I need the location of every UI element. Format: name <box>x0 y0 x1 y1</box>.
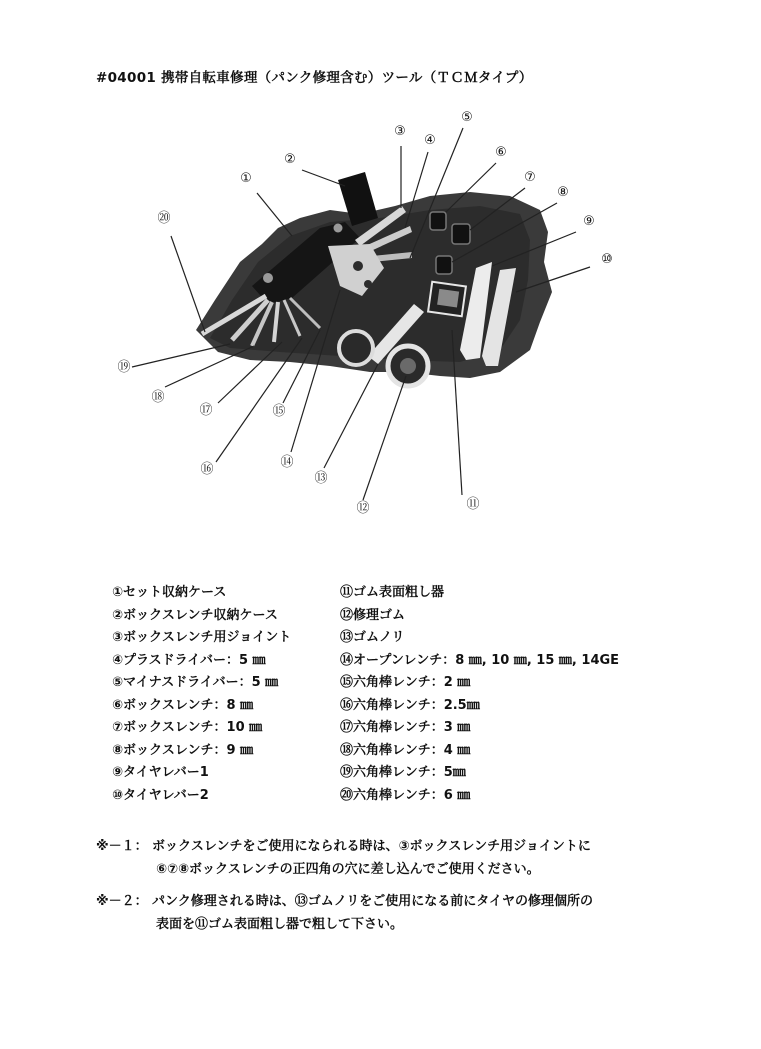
legend-item <box>340 627 619 650</box>
legend-item <box>112 717 291 740</box>
legend-text: タイヤレバー2 <box>123 787 209 803</box>
legend-text: ボックスレンチ用ジョイント <box>123 630 292 645</box>
legend-item <box>112 627 291 650</box>
legend-text: ボックスレンチ：8 ㎜ <box>123 697 254 713</box>
legend-number: ⑰ <box>340 720 354 735</box>
legend-item <box>340 762 619 785</box>
note-line: ⑥⑦⑧ボックスレンチの正四角の穴に差し込んでご使用ください。 <box>156 862 540 877</box>
callout-12: ⑫ <box>356 501 370 516</box>
note-marker: ※－１： <box>96 839 148 854</box>
legend-item <box>340 582 619 605</box>
callout-4: ④ <box>424 133 436 148</box>
callout-13: ⑬ <box>314 471 328 486</box>
legend-number: ⑨ <box>112 765 124 780</box>
legend-text: 修理ゴム <box>353 607 406 623</box>
legend-number: ⑦ <box>112 720 124 735</box>
callout-2: ② <box>284 152 296 167</box>
socket-9mm <box>436 256 452 274</box>
note-line: 表面を⑪ゴム表面粗し器で粗して下さい。 <box>156 917 404 932</box>
callout-15: ⑮ <box>272 404 286 419</box>
socket-10mm <box>452 224 470 244</box>
callout-11: ⑪ <box>466 497 480 512</box>
callout-6: ⑥ <box>495 145 507 160</box>
document-title: #04001 携帯自転車修理（パンク修理含む）ツール（ＴＣＭタイプ） <box>96 70 533 86</box>
legend-number: ⑲ <box>340 765 354 780</box>
callout-1: ① <box>240 171 252 186</box>
legend-item <box>340 695 619 718</box>
legend-text: プラスドライバー：5 ㎜ <box>123 652 266 668</box>
callout-20: ⑳ <box>157 211 171 226</box>
legend-number: ⑤ <box>112 675 124 690</box>
legend-text: 六角棒レンチ：6 ㎜ <box>353 787 471 803</box>
legend-item <box>340 717 619 740</box>
callout-17: ⑰ <box>199 403 213 418</box>
legend-item <box>112 650 291 673</box>
legend-number: ⑬ <box>340 630 354 645</box>
callout-16: ⑯ <box>200 462 214 477</box>
callout-14: ⑭ <box>280 455 294 470</box>
legend-item <box>112 740 291 763</box>
legend-item <box>112 695 291 718</box>
legend-item <box>340 605 619 628</box>
legend-text: オープンレンチ：8 ㎜, 10 ㎜, 15 ㎜, 14GE <box>353 652 620 668</box>
note-2 <box>96 890 593 936</box>
legend-text: 六角棒レンチ：2.5㎜ <box>353 697 480 713</box>
legend-text: マイナスドライバー：5 ㎜ <box>123 675 279 690</box>
callout-3: ③ <box>394 124 406 139</box>
case-rivet <box>334 224 343 233</box>
legend-number: ① <box>112 585 124 600</box>
legend-text: タイヤレバー1 <box>123 765 209 780</box>
note-line: ボックスレンチをご使用になられる時は、③ボックスレンチ用ジョイントに <box>152 839 591 854</box>
note-1 <box>96 835 591 881</box>
callout-9: ⑨ <box>583 214 595 229</box>
callout-19: ⑲ <box>117 360 131 375</box>
patch <box>339 331 373 365</box>
legend-item <box>340 740 619 763</box>
callout-7: ⑦ <box>524 170 536 185</box>
legend-text: ボックスレンチ収納ケース <box>123 607 278 623</box>
legend-item <box>112 785 291 808</box>
legend-number: ⑱ <box>340 742 354 758</box>
note-line: パンク修理される時は、⑬ゴムノリをご使用になる前にタイヤの修理個所の <box>152 894 593 909</box>
callout-8: ⑧ <box>557 185 569 200</box>
legend-number: ⑧ <box>112 742 124 758</box>
legend-number: ④ <box>112 652 124 668</box>
legend-number: ⑮ <box>340 675 354 690</box>
legend-text: 六角棒レンチ：2 ㎜ <box>353 675 471 690</box>
note-marker: ※－２： <box>96 894 148 909</box>
legend-text: セット収納ケース <box>123 585 227 600</box>
legend-number: ⑯ <box>340 697 354 713</box>
legend-left-column <box>112 582 291 807</box>
legend-number: ⑳ <box>340 787 354 803</box>
legend-item <box>112 672 291 695</box>
legend-item <box>112 762 291 785</box>
legend-number: ③ <box>112 630 124 645</box>
legend-number: ⑥ <box>112 697 124 713</box>
legend-number: ⑩ <box>112 787 124 803</box>
callout-5: ⑤ <box>461 110 473 125</box>
legend-item <box>340 650 619 673</box>
legend-number: ⑪ <box>340 585 354 600</box>
legend-text: ボックスレンチ：9 ㎜ <box>123 742 254 758</box>
socket-8mm <box>430 212 446 230</box>
legend-item <box>112 605 291 628</box>
legend-text: 六角棒レンチ：4 ㎜ <box>353 742 471 758</box>
legend-text: ゴムノリ <box>353 630 405 645</box>
legend-item <box>340 672 619 695</box>
legend-text: 六角棒レンチ：3 ㎜ <box>353 720 471 735</box>
legend-number: ② <box>112 607 124 623</box>
legend-text: ゴム表面粗し器 <box>353 585 445 600</box>
legend-item <box>112 582 291 605</box>
legend-number: ⑫ <box>340 607 354 623</box>
legend-text: 六角棒レンチ：5㎜ <box>353 765 466 780</box>
callout-10: ⑩ <box>601 252 613 267</box>
legend-right-column <box>340 582 619 807</box>
callout-18: ⑱ <box>151 390 165 405</box>
legend-item <box>340 785 619 808</box>
legend-number: ⑭ <box>340 652 354 668</box>
legend-text: ボックスレンチ：10 ㎜ <box>123 720 263 735</box>
case-rivet <box>263 273 273 283</box>
